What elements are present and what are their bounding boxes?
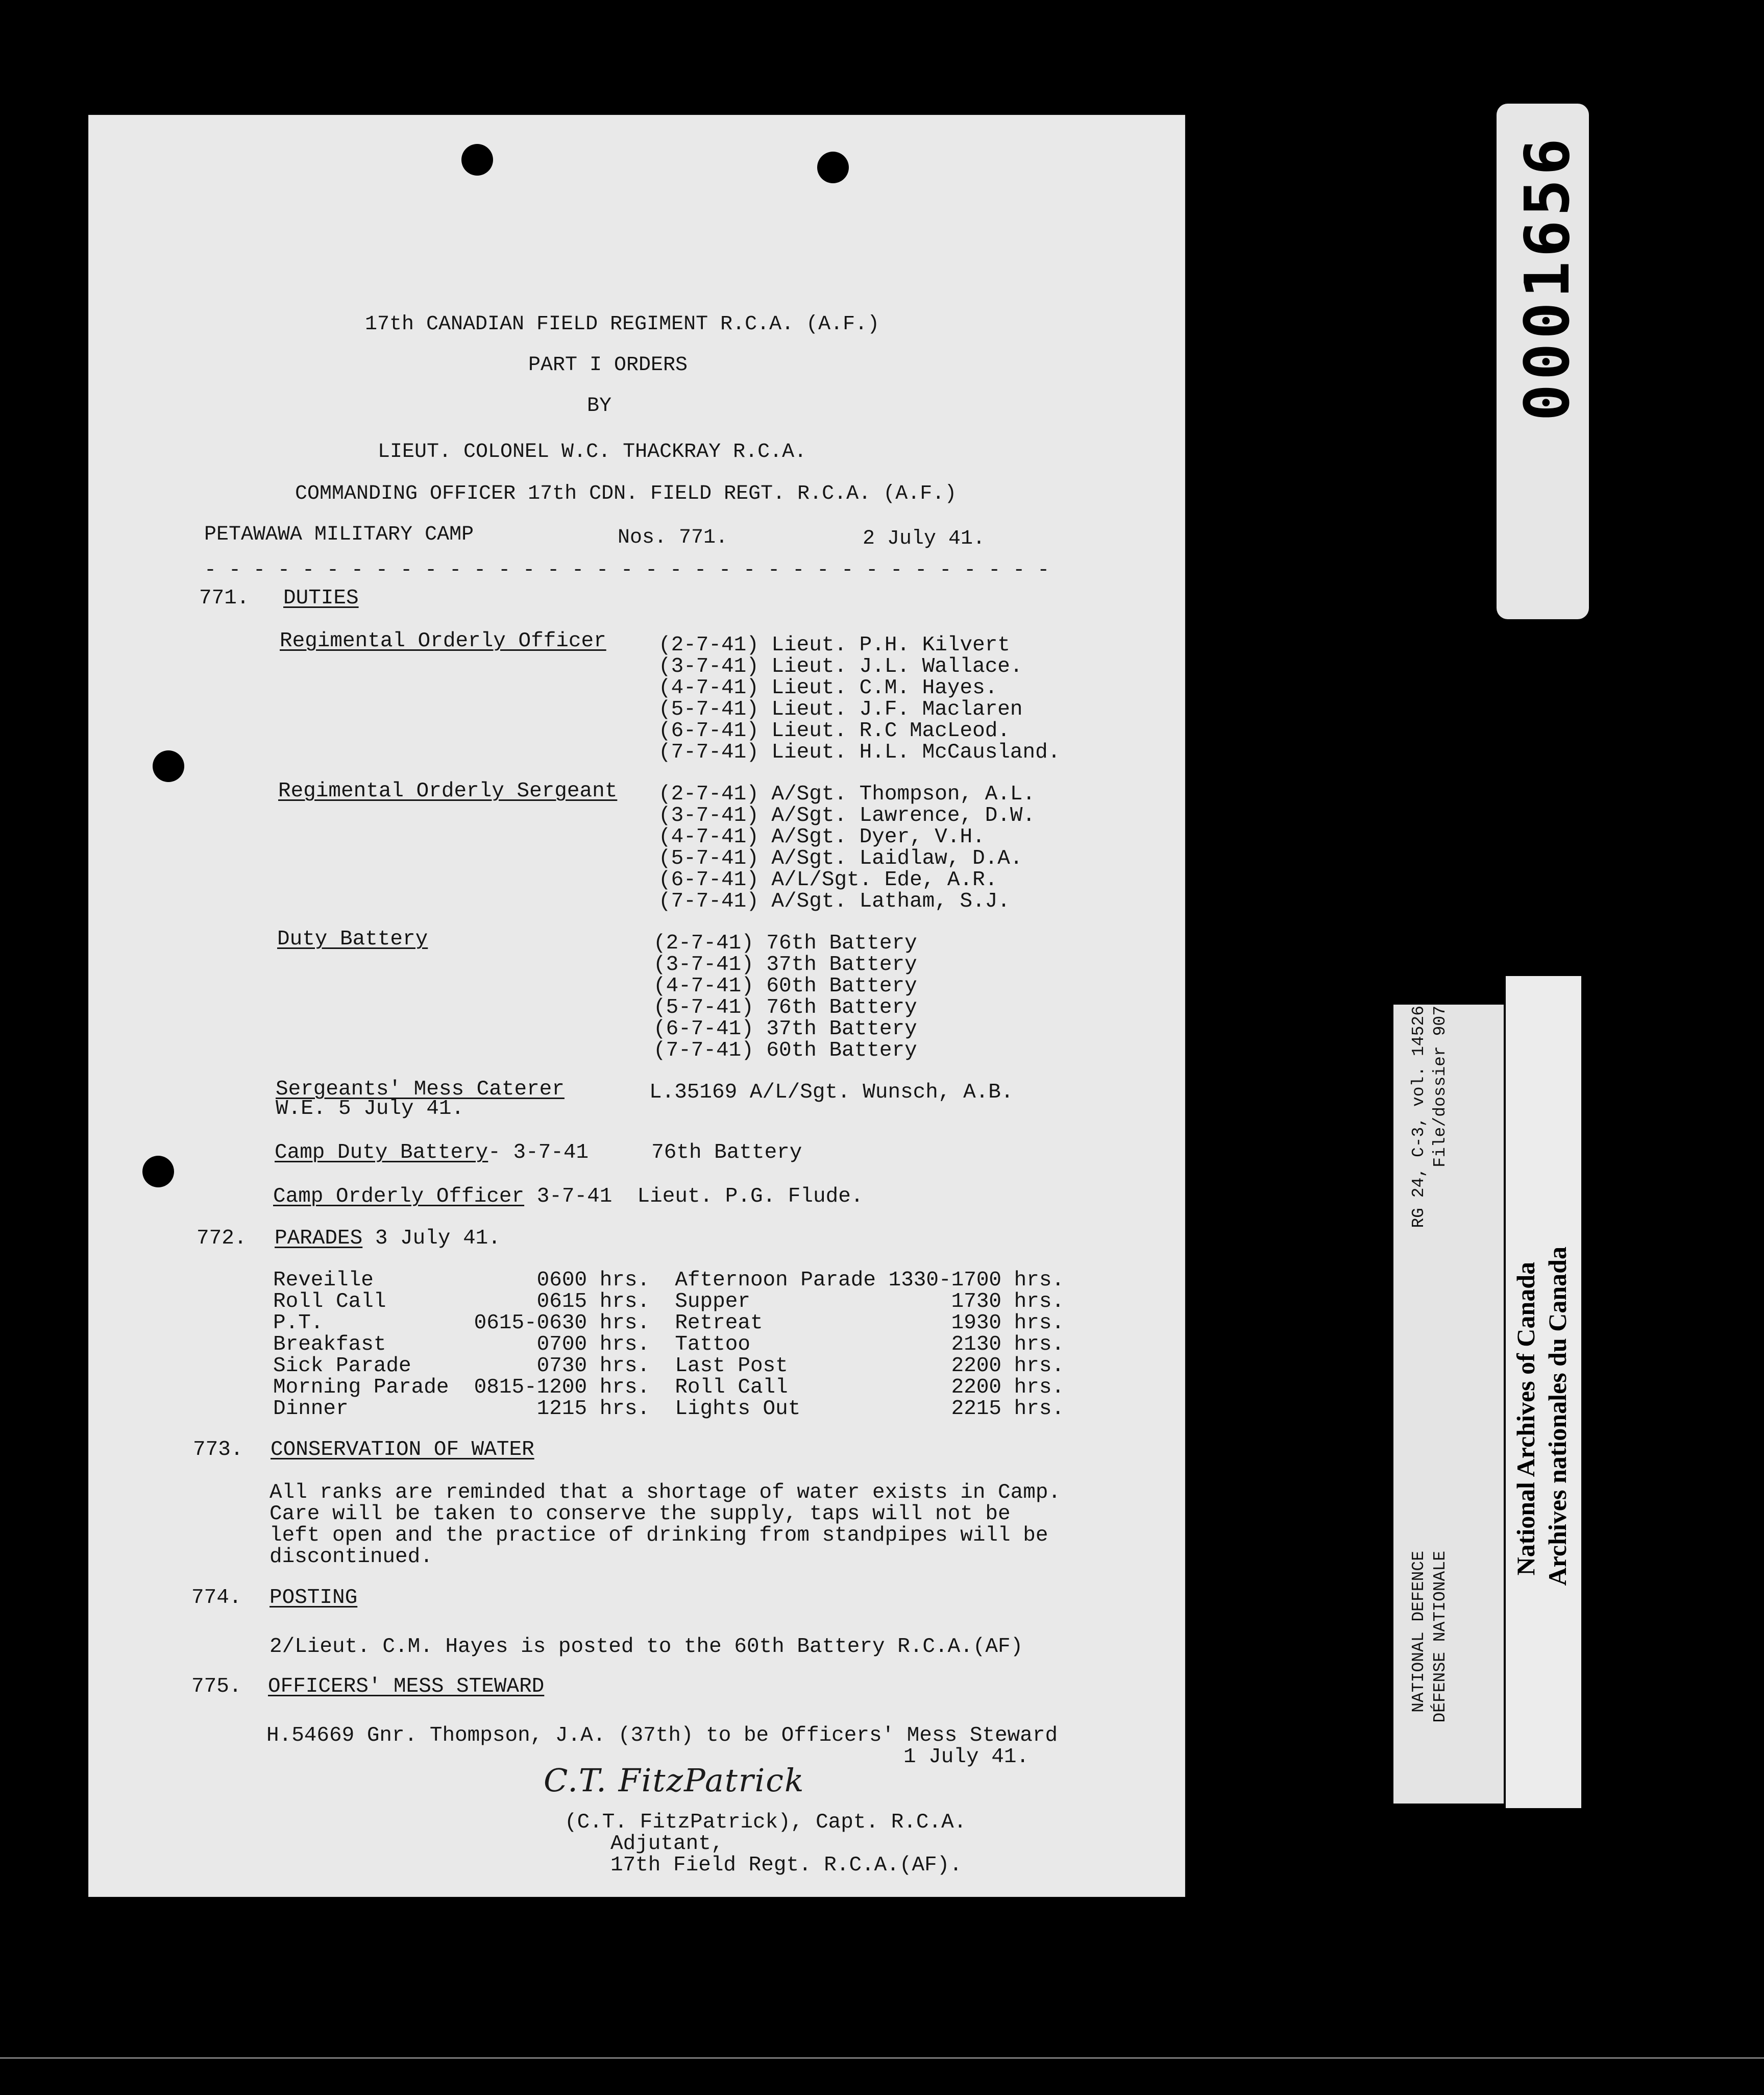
paragraph-line: Care will be taken to conserve the supply, taps will not be: [270, 1502, 1011, 1526]
list-item: (4-7-41) A/Sgt. Dyer, V.H.: [658, 825, 985, 849]
list-item: (6-7-41) 37th Battery: [653, 1017, 917, 1041]
divider: [0, 2057, 1764, 2059]
list-item: (5-7-41) A/Sgt. Laidlaw, D.A.: [658, 847, 1023, 870]
by-label: BY: [587, 395, 612, 418]
section-number: 775.: [191, 1675, 242, 1698]
section-title: CONSERVATION OF WATER: [271, 1438, 534, 1461]
paragraph-line: discontinued.: [270, 1545, 433, 1569]
camp-orderly-officer-value: 3-7-41 Lieut. P.G. Flude.: [524, 1185, 864, 1208]
section-number: 772.: [197, 1227, 247, 1250]
paragraph-line: H.54669 Gnr. Thompson, J.A. (37th) to be Officers' Mess Steward: [266, 1724, 1058, 1747]
list-item: (5-7-41) Lieut. J.F. Maclaren: [658, 698, 1023, 721]
list-item: (6-7-41) Lieut. R.C MacLeod.: [658, 719, 1010, 743]
paragraph-line: 1 July 41.: [903, 1745, 1030, 1769]
list-item: (7-7-41) A/Sgt. Latham, S.J.: [658, 890, 1010, 913]
mess-caterer-we: W.E. 5 July 41.: [276, 1097, 464, 1120]
list-item: (2-7-41) 76th Battery: [653, 932, 917, 955]
list-item: (7-7-41) Lieut. H.L. McCausland.: [658, 741, 1061, 764]
handwritten-signature: C.T. FitzPatrick: [544, 1762, 805, 1799]
list-item: (3-7-41) 37th Battery: [653, 953, 917, 977]
archive-file: File/dossier 907: [1431, 1006, 1450, 1167]
list-item: (5-7-41) 76th Battery: [653, 996, 917, 1019]
order-date: 2 July 41.: [863, 527, 986, 550]
mess-caterer-value: L.35169 A/L/Sgt. Wunsch, A.B.: [649, 1081, 1014, 1104]
ros-label: Regimental Orderly Sergeant: [278, 779, 618, 803]
punch-hole: [153, 750, 184, 782]
table-row: Breakfast 0700 hrs. Tattoo 2130 hrs.: [273, 1333, 1065, 1356]
table-row: Morning Parade 0815-1200 hrs. Roll Call 2200 hrs.: [273, 1376, 1065, 1399]
department-fr: DÉFENSE NATIONALE: [1431, 1551, 1450, 1723]
paragraph-line: left open and the practice of drinking from standpipes will be: [270, 1524, 1048, 1547]
signature-unit: 17th Field Regt. R.C.A.(AF).: [610, 1854, 962, 1877]
punch-hole: [142, 1156, 174, 1187]
table-row: Dinner 1215 hrs. Lights Out 2215 hrs.: [273, 1397, 1065, 1421]
appointment: COMMANDING OFFICER 17th CDN. FIELD REGT. R.C.A. (A.F.): [295, 482, 957, 505]
table-row: P.T. 0615-0630 hrs. Retreat 1930 hrs.: [273, 1311, 1065, 1335]
unit-title: 17th CANADIAN FIELD REGIMENT R.C.A. (A.F.): [365, 313, 880, 336]
table-row: Reveille 0600 hrs. Afternoon Parade 1330-1700 hrs.: [273, 1269, 1065, 1292]
order-number: Nos. 771.: [618, 526, 728, 549]
camp-orderly-officer-label: Camp Orderly Officer: [273, 1185, 525, 1208]
commander: LIEUT. COLONEL W.C. THACKRAY R.C.A.: [378, 441, 807, 464]
archives-name-en: National Archives of Canada: [1511, 1262, 1540, 1576]
section-title: POSTING: [270, 1586, 358, 1610]
list-item: (2-7-41) Lieut. P.H. Kilvert: [658, 634, 1010, 657]
list-item: (4-7-41) 60th Battery: [653, 975, 917, 998]
section-number: 774.: [191, 1586, 242, 1610]
punch-hole: [817, 152, 849, 183]
archives-label: [1506, 976, 1581, 1808]
department-en: NATIONAL DEFENCE: [1409, 1551, 1428, 1713]
list-item: (3-7-41) Lieut. J.L. Wallace.: [658, 655, 1023, 678]
section-title: OFFICERS' MESS STEWARD: [268, 1675, 545, 1698]
frame-number-stamp: [1497, 104, 1589, 619]
section-title: PARADES: [275, 1227, 363, 1250]
list-item: (2-7-41) A/Sgt. Thompson, A.L.: [658, 783, 1036, 806]
document-page: [88, 115, 1185, 1897]
list-item: (3-7-41) A/Sgt. Lawrence, D.W.: [658, 804, 1036, 827]
camp-duty-battery-label: Camp Duty Battery: [275, 1141, 488, 1164]
signature-title: Adjutant,: [610, 1832, 724, 1856]
list-item: (7-7-41) 60th Battery: [653, 1039, 917, 1062]
table-row: Sick Parade 0730 hrs. Last Post 2200 hrs.: [273, 1354, 1065, 1378]
section-number: 773.: [193, 1438, 243, 1461]
section-title: DUTIES: [283, 587, 359, 610]
paragraph-line: 2/Lieut. C.M. Hayes is posted to the 60th Battery R.C.A.(AF): [270, 1635, 1023, 1659]
roo-label: Regimental Orderly Officer: [280, 629, 606, 653]
frame-number: 0001656: [1512, 134, 1583, 421]
punch-hole: [461, 144, 493, 176]
duty-battery-label: Duty Battery: [277, 928, 428, 951]
table-row: Roll Call 0615 hrs. Supper 1730 hrs.: [273, 1290, 1065, 1313]
camp-duty-battery-value: - 3-7-41 76th Battery: [488, 1141, 802, 1164]
orders-title: PART I ORDERS: [528, 354, 688, 377]
section-title-date: 3 July 41.: [362, 1227, 501, 1250]
signature-name: (C.T. FitzPatrick), Capt. R.C.A.: [565, 1811, 967, 1834]
separator-dashes: - - - - - - - - - - - - - - - - - - - - - - - - - - - - - - - - - - -: [204, 559, 1050, 582]
list-item: (6-7-41) A/L/Sgt. Ede, A.R.: [658, 868, 998, 892]
mess-caterer-label: Sergeants' Mess Caterer: [276, 1078, 565, 1101]
list-item: (4-7-41) Lieut. C.M. Hayes.: [658, 676, 998, 700]
archives-name-fr: Archives nationales du Canada: [1543, 1247, 1572, 1586]
paragraph-line: All ranks are reminded that a shortage of water exists in Camp.: [270, 1481, 1061, 1504]
section-number: 771.: [199, 587, 250, 610]
archive-ref: RG 24, C-3, vol. 14526: [1409, 1006, 1428, 1228]
camp-name: PETAWAWA MILITARY CAMP: [204, 523, 474, 546]
archive-reference-label: [1393, 1005, 1504, 1804]
